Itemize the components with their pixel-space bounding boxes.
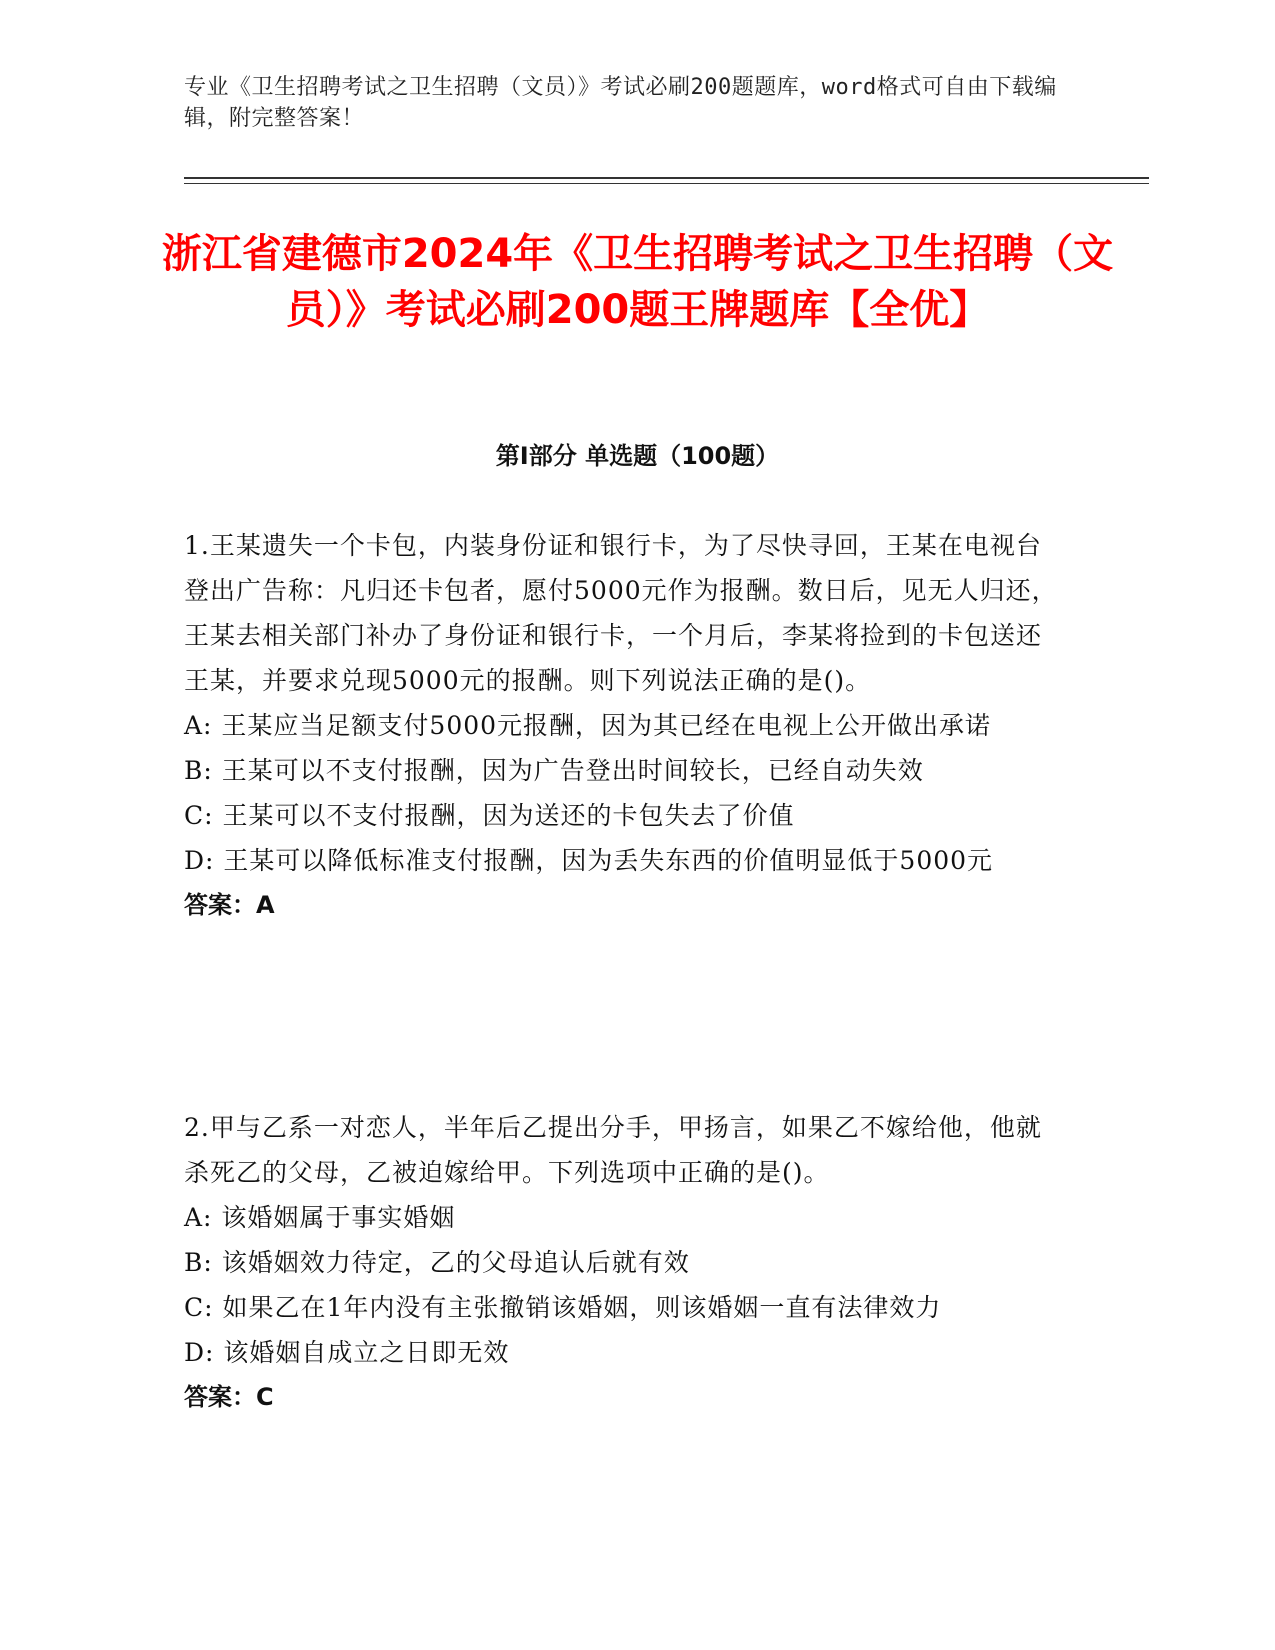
- option-c: C: 如果乙在1年内没有主张撤销该婚姻，则该婚姻一直有法律效力: [184, 1293, 942, 1322]
- question-1: [184, 523, 1064, 928]
- option-c: C: 王某可以不支付报酬，因为送还的卡包失去了价值: [184, 801, 795, 830]
- question-2: [184, 1105, 1064, 1420]
- option-b: B: 王某可以不支付报酬，因为广告登出时间较长，已经自动失效: [184, 756, 924, 785]
- question-stem: 1.王某遗失一个卡包，内装身份证和银行卡，为了尽快寻回，王某在电视台登出广告称：凡归还卡包者，愿付5000元作为报酬。数日后，见无人归还，王某去相关部门补办了身份证和银行卡，一个月后，李某将捡到的卡包送还王某，并要求兑现5000元的报酬。则下列说法正确的是()。: [184, 531, 1058, 695]
- answer: 答案：A: [184, 891, 275, 919]
- section-title: 第I部分 单选题（100题）: [495, 442, 780, 470]
- answer: 答案：C: [184, 1383, 274, 1411]
- header-divider-thin: [184, 183, 1149, 184]
- option-a: A: 王某应当足额支付5000元报酬，因为其已经在电视上公开做出承诺: [184, 711, 992, 740]
- option-b: B: 该婚姻效力待定，乙的父母追认后就有效: [184, 1248, 690, 1277]
- document-title: 浙江省建德市2024年《卫生招聘考试之卫生招聘（文员）》考试必刷200题王牌题库【全优】: [161, 231, 1114, 333]
- option-a: A: 该婚姻属于事实婚姻: [184, 1203, 456, 1232]
- header-divider-thick: [184, 177, 1149, 179]
- option-d: D: 王某可以降低标准支付报酬，因为丢失东西的价值明显低于5000元: [184, 846, 994, 875]
- question-stem: 2.甲与乙系一对恋人，半年后乙提出分手，甲扬言，如果乙不嫁给他，他就杀死乙的父母，乙被迫嫁给甲。下列选项中正确的是()。: [184, 1113, 1042, 1187]
- header-note: 专业《卫生招聘考试之卫生招聘（文员）》考试必刷200题题库，word格式可自由下载编辑，附完整答案！: [184, 75, 1057, 131]
- option-d: D: 该婚姻自成立之日即无效: [184, 1338, 510, 1367]
